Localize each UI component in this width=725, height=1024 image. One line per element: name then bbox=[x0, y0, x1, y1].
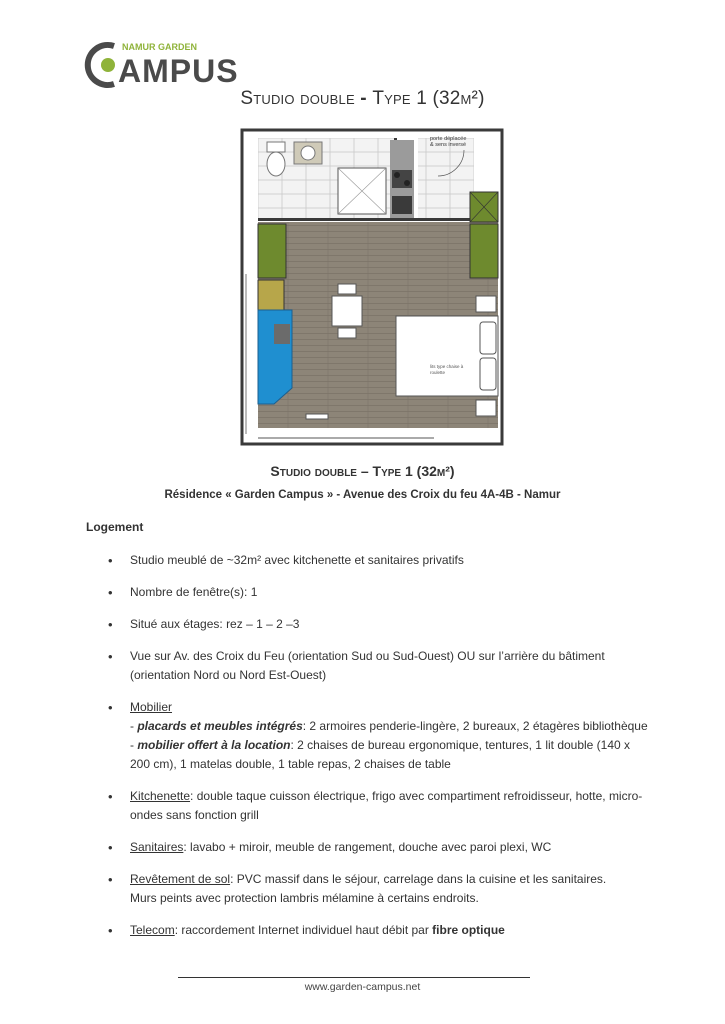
residence-address: Résidence « Garden Campus » - Avenue des Croix du feu 4A-4B - Namur bbox=[164, 489, 561, 501]
logo-top-text: NAMUR GARDEN bbox=[122, 42, 197, 52]
item-bold: mobilier offert à la location bbox=[137, 738, 291, 752]
interior-wall bbox=[258, 218, 472, 221]
section-heading-logement: Logement bbox=[86, 520, 144, 534]
list-item-sanitaires: • Sanitaires: lavabo + miroir, meuble de rangement, douche avec paroi plexi, WC bbox=[108, 838, 648, 857]
list-item: • Studio meublé de ~32m² avec kitchenette et sanitaires privatifs bbox=[108, 551, 648, 570]
plan-caption: Studio double – Type 1 (32m²) bbox=[270, 463, 455, 479]
pillow-2 bbox=[480, 358, 496, 390]
footer-divider bbox=[178, 977, 530, 978]
logo-main-text: AMPUS bbox=[118, 53, 239, 89]
cooktop-icon bbox=[392, 170, 412, 188]
list-item: • Vue sur Av. des Croix du Feu (orientation Sud ou Sud-Ouest) OU sur l’arrière du bâtiment (orientation Nord ou Nord Est-Ouest) bbox=[108, 647, 648, 685]
item-label: Kitchenette bbox=[130, 789, 191, 803]
list-item-mobilier: • Mobilier - placards et meubles intégrés: 2 armoires penderie-lingère, 2 bureaux, 2 étagères bibliothèque - mobilier offert à la location: 2 chaises de bureau ergonomique, tentures, 1 lit double (140 x 200 cm), 1 matelas double, 1 table repas, 2 chaises de table bbox=[108, 698, 648, 774]
page-title bbox=[0, 88, 725, 110]
item-bold: placards et meubles intégrés bbox=[137, 719, 303, 733]
dining-table bbox=[332, 296, 362, 326]
door-label-2: & sens inversé bbox=[430, 142, 467, 148]
list-item: • Situé aux étages: rez – 1 – 2 –3 bbox=[108, 615, 648, 634]
list-item-telecom: • Telecom: raccordement Internet individuel haut débit par fibre optique bbox=[108, 921, 648, 940]
door-label: porte déplacée bbox=[430, 136, 467, 142]
wardrobe-left bbox=[258, 224, 286, 278]
item-label: Revêtement de sol bbox=[130, 872, 231, 886]
oven-icon bbox=[392, 196, 412, 214]
radiator-icon bbox=[306, 414, 328, 419]
shelf-left bbox=[258, 280, 284, 310]
nightstand-1 bbox=[476, 296, 496, 312]
kitchen-floor bbox=[418, 138, 474, 220]
bed-label: lits type chaise à bbox=[430, 364, 464, 369]
title-main: Studio double bbox=[240, 88, 355, 109]
title-dash: - bbox=[360, 88, 367, 109]
garden-campus-logo bbox=[84, 38, 254, 90]
logo-dot-icon bbox=[101, 58, 115, 72]
item-label: • Mobilier bbox=[130, 700, 173, 714]
toilet-icon bbox=[267, 152, 285, 176]
table-chair-bottom bbox=[338, 328, 356, 338]
floor-plan bbox=[234, 124, 512, 454]
list-item-revetement: • Revêtement de sol: PVC massif dans le séjour, carrelage dans la cuisine et les sanitaires. Murs peints avec protection lambris mélamine à certains endroits. bbox=[108, 870, 648, 908]
item-label: Sanitaires bbox=[130, 840, 184, 854]
item-label: Telecom bbox=[130, 923, 175, 937]
list-item-kitchenette: • Kitchenette: double taque cuisson électrique, frigo avec compartiment refroidisseur, hotte, micro-ondes sans fonction grill bbox=[108, 787, 648, 825]
nightstand-2 bbox=[476, 400, 496, 416]
footer-url[interactable]: www.garden-campus.net bbox=[304, 981, 421, 993]
title-size: (32m²) bbox=[432, 88, 485, 109]
desk-chair-icon bbox=[274, 324, 290, 344]
pillow-1 bbox=[480, 322, 496, 354]
wardrobe-right bbox=[470, 224, 498, 278]
list-item: • Nombre de fenêtre(s): 1 bbox=[108, 583, 648, 602]
features-list bbox=[108, 551, 648, 953]
title-type: Type 1 bbox=[372, 88, 427, 109]
item-bold: fibre optique bbox=[432, 923, 505, 937]
table-chair-top bbox=[338, 284, 356, 294]
bed-label-2: roulette bbox=[430, 370, 446, 375]
